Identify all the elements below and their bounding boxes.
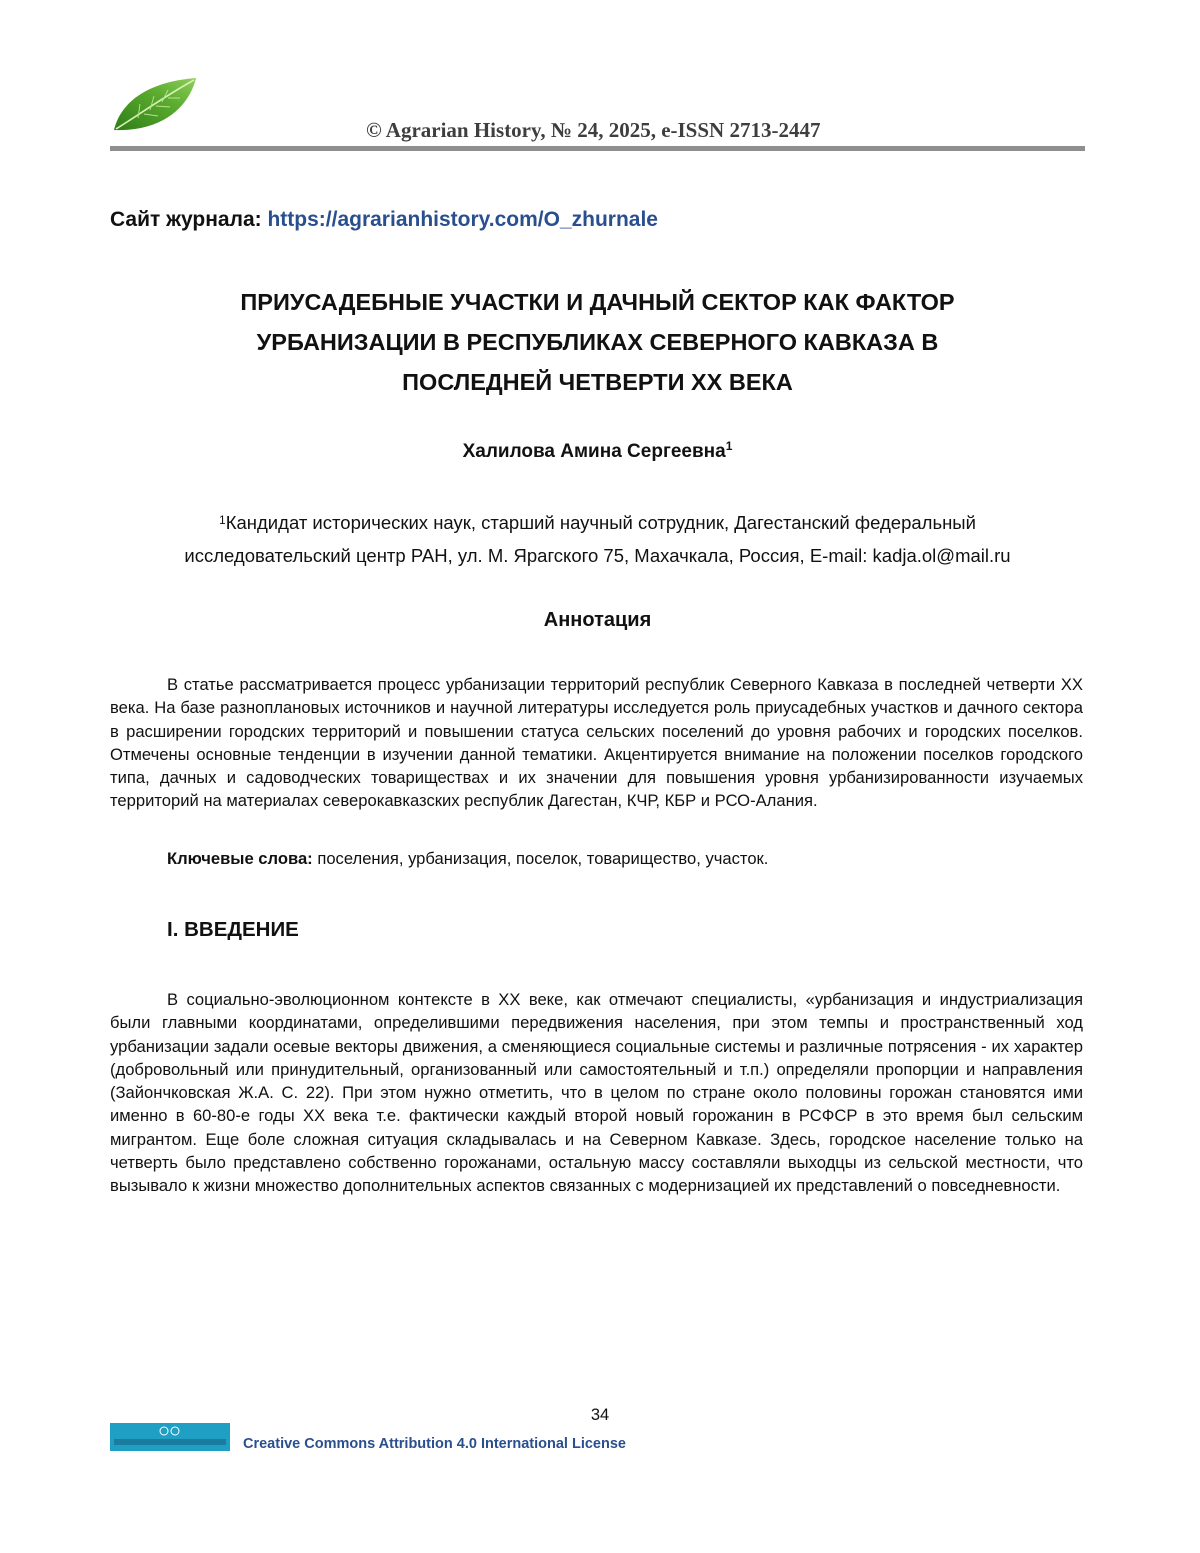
affiliation-line: исследовательский центр РАН, ул. М. Ярагского 75, Махачкала, Россия, E-mail: kadja.ol@mail.ru [184, 545, 1011, 566]
article-title [110, 282, 1085, 402]
cc-circles-icon [158, 1426, 182, 1436]
page-number: 34 [590, 1406, 610, 1424]
journal-title: © Agrarian History, № 24, 2025, e-ISSN 2713-2447 [366, 118, 821, 142]
header-divider [110, 146, 1085, 151]
license-link[interactable]: Creative Commons Attribution 4.0 International License [243, 1436, 626, 1452]
annotation-heading: Аннотация [543, 609, 652, 631]
author-name [110, 441, 1085, 463]
keywords [167, 849, 768, 869]
author-affiliation [110, 506, 1085, 572]
affiliation-line: $^1$Кандидат исторических наук, старший научный сотрудник, Дагестанский федеральный [219, 512, 976, 533]
author-footnote-mark: 1 [725, 439, 733, 453]
keywords-label: Ключевые слова: [167, 849, 313, 868]
title-line: ПРИУСАДЕБНЫЕ УЧАСТКИ И ДАЧНЫЙ СЕКТОР КАК ФАКТОР [240, 289, 955, 315]
site-link[interactable]: https://agrarianhistory.com/O_zhurnale [267, 208, 658, 231]
keywords-list: поселения, урбанизация, поселок, товарищество, участок. [312, 849, 769, 868]
section-heading-introduction: I. ВВЕДЕНИЕ [167, 918, 299, 941]
affiliation-footnote-mark: 1 [219, 513, 226, 527]
title-line: УРБАНИЗАЦИИ В РЕСПУБЛИКАХ СЕВЕРНОГО КАВКАЗА В [256, 329, 939, 355]
cc-by-badge-icon[interactable] [110, 1423, 230, 1451]
introduction-text: В социально-эволюционном контексте в XX веке, как отмечают специалисты, «урбанизация и индустриализация были главными координатами, определившими передвижения населения, при этом темпы и пространственный ход урбанизации задали осевые векторы движения, а сменяющиеся социальные системы и различные потрясения - их характер (добровольный или принудительный, организованный или самостоятельный и т.п.) определяли пропорции и направления (Зайончковская Ж.А. С. 22). При этом нужно отметить, что в целом по стране около половины горожан становятся ими именно в 60-80-е годы XX века т.е. фактически каждый второй новый горожанин в РСФСР в это время был сельским мигрантом. Еще боле сложная ситуация складывалась и на Северном Кавказе. Здесь, городское население только на четверть было представлено собственно горожанами, остальную массу составляли выходцы из сельской местности, что вызывало к жизни множество дополнительных аспектов связанных с модернизацией их представлений о повседневности. [110, 990, 1083, 1196]
site-label: Сайт журнала: [110, 208, 262, 231]
cc-badge-strip [114, 1439, 226, 1445]
annotation-text: В статье рассматривается процесс урбанизации территорий республик Северного Кавказа в последней четверти XX века. На базе разноплановых источников и научной литературы исследуется роль приусадебных участков и дачного сектора в расширении городских территорий и повышении статуса сельских поселений до уровня рабочих и городских поселков. Отмечены основные тенденции в изучении данной тематики. Акцентируется внимание на положении поселков городского типа, дачных и садоводческих товариществах и их значении для повышения уровня урбанизированности изучаемых территорий на материалах северокавказских республик Дагестан, КЧР, КБР и РСО-Алания. [110, 675, 1083, 811]
author-text: Халилова Амина Сергеевна [462, 441, 726, 462]
leaf-logo-icon [110, 74, 200, 134]
journal-header [110, 70, 1085, 152]
journal-site [110, 208, 658, 232]
title-line: ПОСЛЕДНЕЙ ЧЕТВЕРТИ XX ВЕКА [402, 369, 793, 395]
